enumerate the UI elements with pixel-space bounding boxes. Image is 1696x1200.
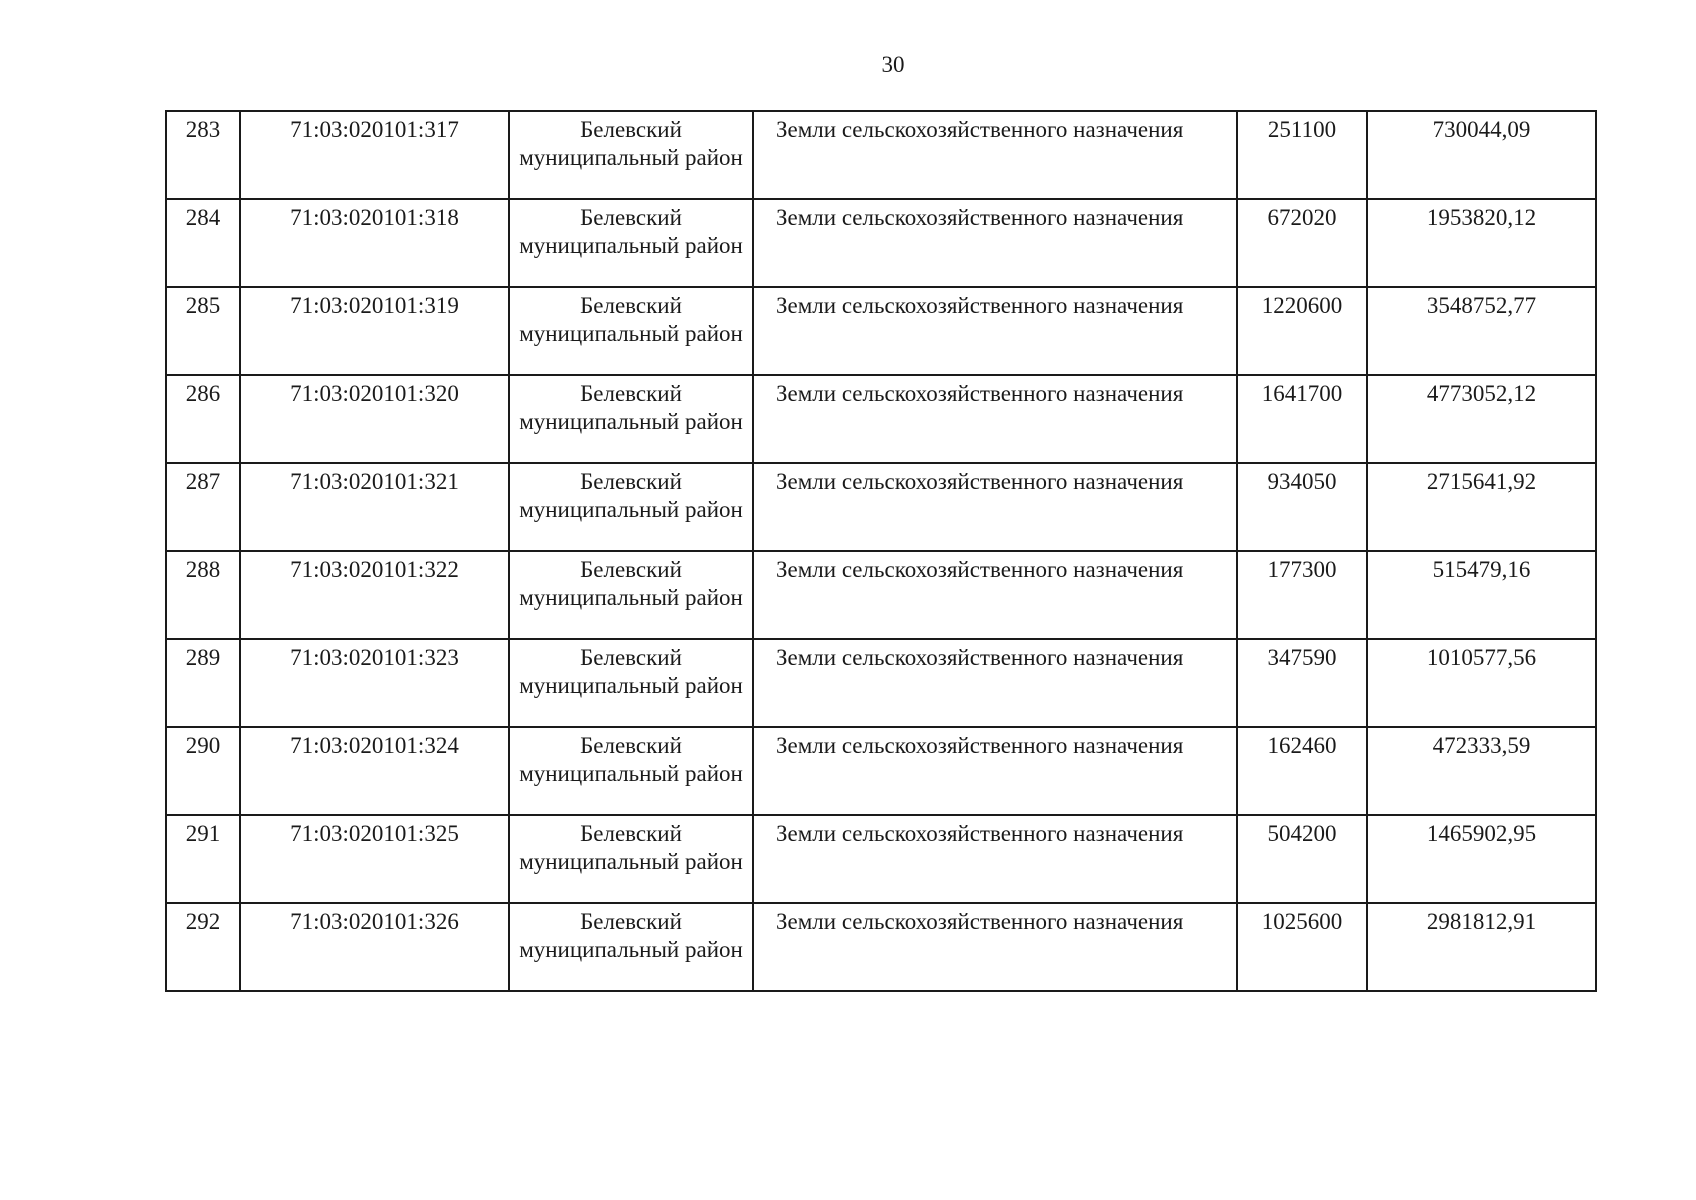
- table-row: [166, 639, 1596, 727]
- land-category: Земли сельскохозяйственного назначения: [753, 199, 1237, 287]
- district: Белевский муниципальный район: [509, 463, 753, 551]
- land-category: Земли сельскохозяйственного назначения: [753, 463, 1237, 551]
- cadastral-number: 71:03:020101:318: [240, 199, 509, 287]
- cadastral-number: 71:03:020101:325: [240, 815, 509, 903]
- table-row: [166, 727, 1596, 815]
- row-number: 290: [166, 727, 240, 815]
- page-number: 30: [881, 52, 905, 77]
- area: 1641700: [1237, 375, 1367, 463]
- row-number: 291: [166, 815, 240, 903]
- district: Белевский муниципальный район: [509, 551, 753, 639]
- land-plots-table: [165, 110, 1597, 992]
- area: 1025600: [1237, 903, 1367, 991]
- cadastral-value: 2715641,92: [1367, 463, 1596, 551]
- cadastral-value: 515479,16: [1367, 551, 1596, 639]
- area: 162460: [1237, 727, 1367, 815]
- row-number: 285: [166, 287, 240, 375]
- district: Белевский муниципальный район: [509, 903, 753, 991]
- cadastral-value: 472333,59: [1367, 727, 1596, 815]
- table-row: [166, 815, 1596, 903]
- cadastral-value: 3548752,77: [1367, 287, 1596, 375]
- area: 672020: [1237, 199, 1367, 287]
- cadastral-value: 2981812,91: [1367, 903, 1596, 991]
- cadastral-value: 1010577,56: [1367, 639, 1596, 727]
- cadastral-value: 1953820,12: [1367, 199, 1596, 287]
- table-row: [166, 199, 1596, 287]
- land-category: Земли сельскохозяйственного назначения: [753, 111, 1237, 199]
- table-row: [166, 551, 1596, 639]
- table-row: [166, 375, 1596, 463]
- district: Белевский муниципальный район: [509, 727, 753, 815]
- row-number: 283: [166, 111, 240, 199]
- district: Белевский муниципальный район: [509, 111, 753, 199]
- cadastral-value: 4773052,12: [1367, 375, 1596, 463]
- cadastral-value: 1465902,95: [1367, 815, 1596, 903]
- table-row: [166, 903, 1596, 991]
- cadastral-number: 71:03:020101:320: [240, 375, 509, 463]
- land-category: Земли сельскохозяйственного назначения: [753, 551, 1237, 639]
- cadastral-number: 71:03:020101:322: [240, 551, 509, 639]
- district: Белевский муниципальный район: [509, 375, 753, 463]
- area: 934050: [1237, 463, 1367, 551]
- row-number: 289: [166, 639, 240, 727]
- cadastral-number: 71:03:020101:324: [240, 727, 509, 815]
- cadastral-number: 71:03:020101:323: [240, 639, 509, 727]
- land-category: Земли сельскохозяйственного назначения: [753, 287, 1237, 375]
- area: 177300: [1237, 551, 1367, 639]
- cadastral-value: 730044,09: [1367, 111, 1596, 199]
- district: Белевский муниципальный район: [509, 815, 753, 903]
- district: Белевский муниципальный район: [509, 199, 753, 287]
- area: 251100: [1237, 111, 1367, 199]
- row-number: 284: [166, 199, 240, 287]
- cadastral-number: 71:03:020101:317: [240, 111, 509, 199]
- row-number: 286: [166, 375, 240, 463]
- cadastral-number: 71:03:020101:319: [240, 287, 509, 375]
- cadastral-number: 71:03:020101:326: [240, 903, 509, 991]
- cadastral-number: 71:03:020101:321: [240, 463, 509, 551]
- area: 504200: [1237, 815, 1367, 903]
- area: 1220600: [1237, 287, 1367, 375]
- land-category: Земли сельскохозяйственного назначения: [753, 903, 1237, 991]
- district: Белевский муниципальный район: [509, 287, 753, 375]
- land-category: Земли сельскохозяйственного назначения: [753, 727, 1237, 815]
- table-row: [166, 111, 1596, 199]
- row-number: 292: [166, 903, 240, 991]
- land-category: Земли сельскохозяйственного назначения: [753, 815, 1237, 903]
- table-row: [166, 287, 1596, 375]
- row-number: 287: [166, 463, 240, 551]
- land-category: Земли сельскохозяйственного назначения: [753, 639, 1237, 727]
- district: Белевский муниципальный район: [509, 639, 753, 727]
- table-row: [166, 463, 1596, 551]
- land-category: Земли сельскохозяйственного назначения: [753, 375, 1237, 463]
- area: 347590: [1237, 639, 1367, 727]
- row-number: 288: [166, 551, 240, 639]
- table-body: [166, 111, 1596, 991]
